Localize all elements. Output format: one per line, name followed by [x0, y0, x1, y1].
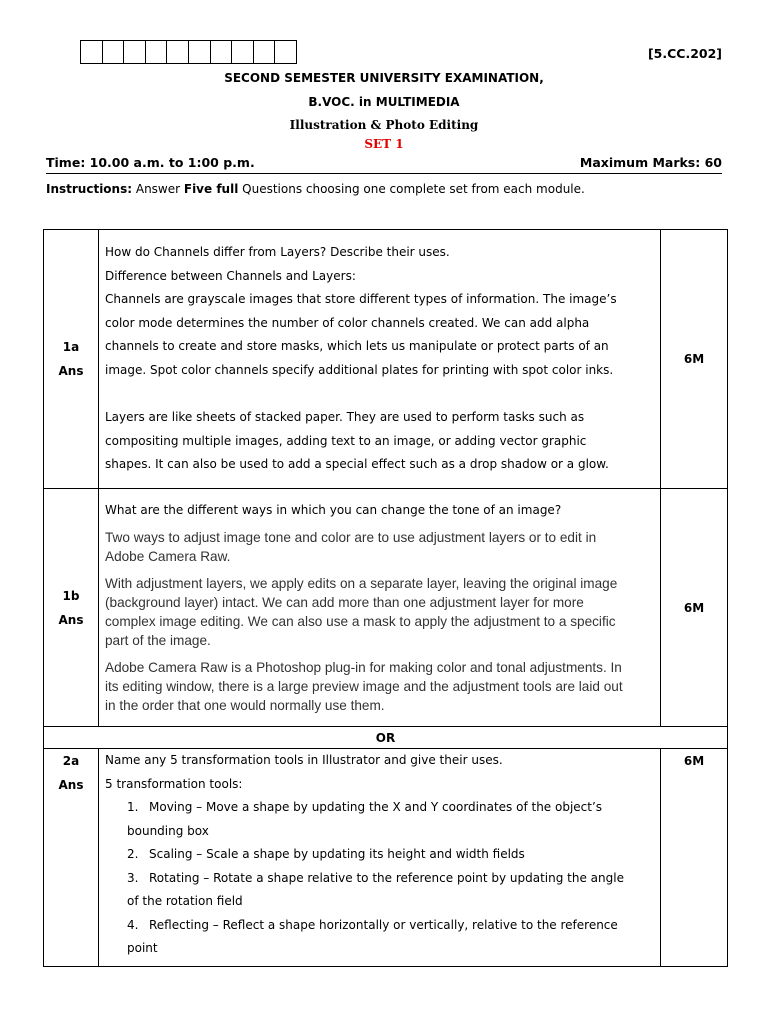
answer-paragraph	[105, 574, 654, 650]
exam-time: Time: 10.00 a.m. to 1:00 p.m.	[46, 155, 255, 170]
list-item-number: 3.	[127, 870, 139, 885]
text-line: Adobe Camera Raw.	[105, 549, 231, 564]
list-item-number: 1.	[127, 800, 139, 814]
question-number: 2a	[62, 754, 80, 768]
header-divider	[46, 173, 722, 174]
paper-code: [5.CC.202]	[647, 46, 722, 61]
or-label: OR	[44, 727, 728, 749]
list-item	[127, 867, 654, 891]
list-item-continuation: point	[127, 941, 158, 955]
text-line: How do Channels differ from Layers? Describe their uses.	[105, 245, 450, 260]
list-item-continuation: of the rotation field	[127, 894, 243, 908]
question-text: What are the different ways in which you can change the tone of an image?	[105, 503, 562, 517]
text-line: complex image editing. We can also use a mask to apply the adjustment to a specific	[105, 614, 616, 629]
marks-cell	[661, 749, 728, 967]
text-line: Layers are like sheets of stacked paper. They are used to perform tasks such as	[105, 410, 585, 425]
max-marks	[580, 155, 722, 170]
list-item-text: Moving – Move a shape by updating the X and Y coordinates of the object’s	[149, 800, 603, 814]
text-line: Channels are grayscale images that store different types of information. The image’s	[105, 292, 617, 307]
exam-title: SECOND SEMESTER UNIVERSITY EXAMINATION,	[224, 71, 544, 85]
transformation-tools-list	[105, 796, 654, 961]
text-line: color mode determines the number of color channels created. We can add alpha	[105, 315, 590, 330]
register-number-box	[166, 40, 189, 64]
text-line: channels to create and store masks, which lets us manipulate or protect parts of an	[105, 339, 609, 354]
register-number-box	[123, 40, 146, 64]
question-number-cell	[44, 749, 99, 967]
answer-paragraph	[105, 658, 654, 715]
text-line: Difference between Channels and Layers:	[105, 268, 356, 283]
text-line: part of the image.	[105, 633, 211, 648]
max-marks-value: : 60	[695, 155, 722, 170]
time-marks-row	[46, 155, 722, 170]
or-row	[44, 727, 728, 749]
text-line: image. Spot color channels specify additional plates for printing with spot color inks.	[105, 362, 614, 377]
max-marks-label: Maximum Marks	[579, 155, 696, 170]
instructions-pre: Answer	[132, 182, 184, 196]
answer-paragraph	[105, 528, 654, 566]
question-number: 1b	[62, 588, 80, 603]
marks-cell: 6M	[661, 489, 728, 727]
list-item-continuation: bounding box	[127, 823, 209, 838]
register-number-box	[274, 40, 297, 64]
register-number-box	[80, 40, 103, 64]
answer-label: Ans	[58, 612, 84, 627]
register-number-box	[210, 40, 233, 64]
question-number-cell	[44, 489, 99, 727]
question-row-1b	[44, 489, 728, 727]
text-line: shapes. It can also be used to add a special effect such as a drop shadow or a glow.	[105, 457, 609, 472]
text-line: Adobe Camera Raw is a Photoshop plug-in for making color and tonal adjustments. In	[105, 660, 622, 675]
text-line: in the order that one would normally use them.	[105, 698, 385, 713]
list-item	[127, 914, 654, 938]
list-intro: 5 transformation tools:	[105, 776, 243, 791]
list-item-text: Reflecting – Reflect a shape horizontally or vertically, relative to the reference	[149, 917, 618, 932]
register-number-box	[145, 40, 168, 64]
register-number-box	[253, 40, 276, 64]
instructions-bold: Five full	[183, 182, 239, 196]
question-row-1a	[44, 230, 728, 489]
text-line: its editing window, there is a large preview image and the adjustment tools are laid out	[105, 679, 623, 694]
list-item-text: Scaling – Scale a shape by updating its height and width fields	[149, 847, 525, 861]
register-number-box	[102, 40, 125, 64]
set-label: SET 1	[364, 137, 404, 151]
register-number-box	[231, 40, 254, 64]
marks-cell: 6M	[661, 230, 728, 489]
question-row-2a	[44, 749, 728, 967]
list-item	[127, 796, 654, 820]
register-number-boxes	[80, 40, 297, 64]
list-item-text: Rotating – Rotate a shape relative to the reference point by updating the angle	[149, 870, 624, 885]
text-line: Two ways to adjust image tone and color are to use adjustment layers or to edit in	[105, 530, 597, 545]
register-number-box	[188, 40, 211, 64]
instructions-label: Instructions:	[46, 182, 133, 196]
marks-value: 6M	[683, 754, 705, 768]
answer-label: Ans	[58, 364, 84, 378]
text-line: With adjustment layers, we apply edits on a separate layer, leaving the original image	[105, 576, 618, 591]
question-text: Name any 5 transformation tools in Illustrator and give their uses.	[105, 753, 503, 767]
question-content	[99, 230, 661, 489]
subject-title: Illustration & Photo Editing	[289, 118, 479, 132]
question-table	[43, 229, 728, 967]
text-line: compositing multiple images, adding text to an image, or adding vector graphic	[105, 433, 587, 448]
list-item-number: 4.	[127, 917, 139, 932]
program-title: B.VOC. in MULTIMEDIA	[308, 95, 460, 109]
instructions-post: Questions choosing one complete set from each module.	[238, 182, 585, 196]
question-content	[99, 489, 661, 727]
list-item	[127, 843, 654, 867]
list-item-number: 2.	[127, 847, 139, 861]
answer-label: Ans	[58, 778, 84, 792]
paragraph-gap	[105, 382, 654, 406]
instructions	[46, 182, 585, 196]
question-number: 1a	[62, 340, 80, 354]
question-content	[99, 749, 661, 967]
text-line: (background layer) intact. We can add more than one adjustment layer for more	[105, 595, 584, 610]
question-number-cell	[44, 230, 99, 489]
